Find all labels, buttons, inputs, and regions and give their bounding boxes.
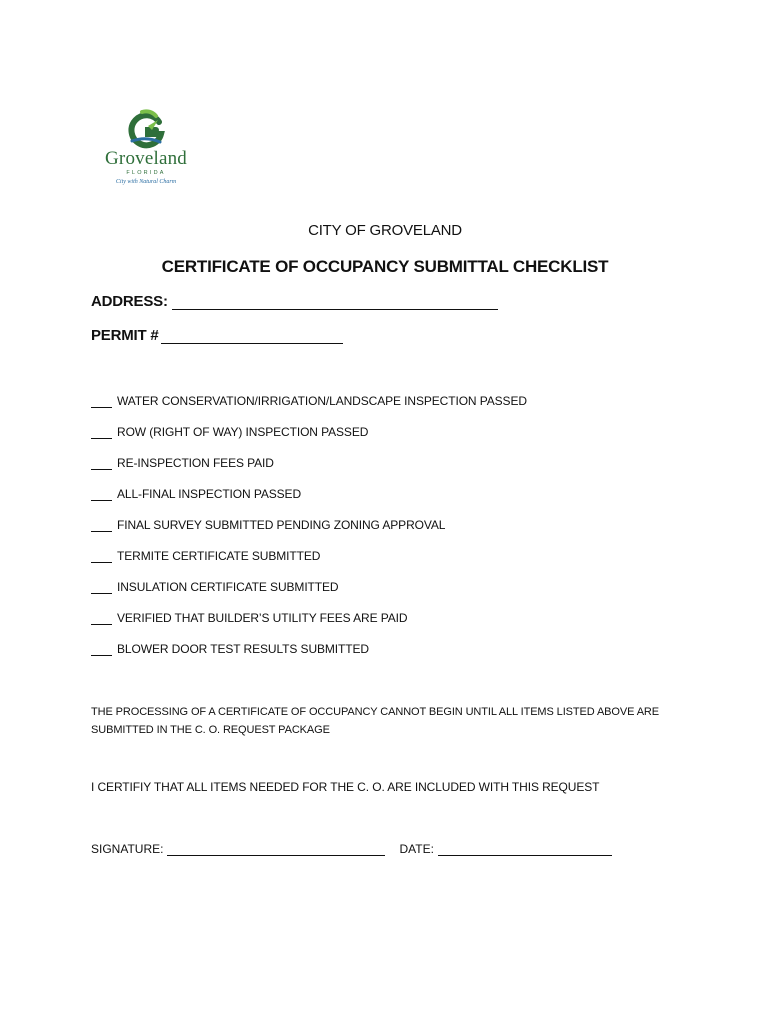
logo-state: FLORIDA	[126, 170, 166, 176]
checklist-item-label: INSULATION CERTIFICATE SUBMITTED	[117, 580, 339, 594]
date-field[interactable]	[438, 842, 612, 856]
checklist-item	[91, 611, 527, 642]
checklist-item-label: TERMITE CERTIFICATE SUBMITTED	[117, 549, 321, 563]
checklist-item	[91, 580, 527, 611]
logo-wordmark: Groveland	[105, 148, 187, 169]
checklist-item	[91, 394, 527, 425]
permit-label: PERMIT #	[91, 327, 159, 344]
checklist	[91, 394, 527, 673]
checkbox-blank[interactable]	[91, 518, 112, 532]
address-field[interactable]	[91, 293, 498, 310]
checkbox-blank[interactable]	[91, 487, 112, 501]
checkbox-blank[interactable]	[91, 549, 112, 563]
logo-tagline: City with Natural Charm	[115, 179, 177, 185]
checklist-item-label: BLOWER DOOR TEST RESULTS SUBMITTED	[117, 642, 369, 656]
checklist-item-label: ALL-FINAL INSPECTION PASSED	[117, 487, 302, 501]
checklist-item	[91, 642, 527, 673]
permit-blank[interactable]	[161, 329, 343, 344]
checkbox-blank[interactable]	[91, 580, 112, 594]
checklist-item	[91, 518, 527, 549]
checkbox-blank[interactable]	[91, 611, 112, 625]
signature-field[interactable]	[167, 842, 385, 856]
date-label: DATE:	[399, 842, 434, 856]
address-label: ADDRESS:	[91, 293, 168, 310]
checklist-item	[91, 456, 527, 487]
checklist-item-label: VERIFIED THAT BUILDER’S UTILITY FEES ARE PAID	[117, 611, 408, 625]
checklist-item-label: WATER CONSERVATION/IRRIGATION/LANDSCAPE INSPECTION PASSED	[117, 394, 527, 408]
checkbox-blank[interactable]	[91, 425, 112, 439]
city-heading: CITY OF GROVELAND	[308, 222, 462, 239]
checklist-item	[91, 487, 527, 518]
checkbox-blank[interactable]	[91, 642, 112, 656]
processing-notice: THE PROCESSING OF A CERTIFICATE OF OCCUPANCY CANNOT BEGIN UNTIL ALL ITEMS LISTED ABOVE ARE SUBMITTED IN THE C. O. REQUEST PACKAGE	[91, 706, 660, 736]
checklist-item-label: RE-INSPECTION FEES PAID	[117, 456, 274, 470]
checklist-item-label: FINAL SURVEY SUBMITTED PENDING ZONING APPROVAL	[117, 518, 446, 532]
checklist-item	[91, 549, 527, 580]
checklist-item	[91, 425, 527, 456]
checkbox-blank[interactable]	[91, 456, 112, 470]
signature-row	[91, 842, 612, 856]
page-title: CERTIFICATE OF OCCUPANCY SUBMITTAL CHECKLIST	[161, 257, 609, 276]
permit-field[interactable]	[91, 327, 343, 344]
address-blank[interactable]	[172, 295, 498, 310]
signature-label: SIGNATURE:	[91, 842, 164, 856]
certification-statement: I CERTIFIY THAT ALL ITEMS NEEDED FOR THE C. O. ARE INCLUDED WITH THIS REQUEST	[91, 780, 600, 794]
checklist-item-label: ROW (RIGHT OF WAY) INSPECTION PASSED	[117, 425, 369, 439]
checkbox-blank[interactable]	[91, 394, 112, 408]
groveland-g-icon	[98, 108, 194, 150]
groveland-logo	[98, 108, 194, 192]
